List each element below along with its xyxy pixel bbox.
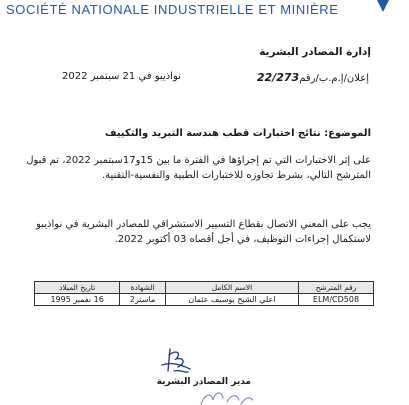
column-header-birth-date: تاريخ الميلاد: [35, 282, 120, 294]
column-header-degree: الشهادة: [120, 282, 166, 294]
company-name: SOCIÉTÉ NATIONALE INDUSTRIELLE ET MINIÈRE: [6, 2, 339, 17]
body-paragraph-1-line-2: المترشح التالي، بشرط تجاوزه للاختبارات الطبية والنفسية-التقنية.: [101, 170, 371, 181]
candidates-table: [34, 281, 374, 306]
body-paragraph-2-line-1: يجب على المعني الاتصال بقطاع التسيير الاستشرافي للمصادر البشرية في نواذيبو: [36, 219, 371, 230]
letter-subject: الموضوع: نتائج اختبارات قطب هندسة التبريد والتكييف: [104, 128, 371, 139]
handwritten-signature: [150, 345, 200, 377]
letter-date: نواذيبو في 21 سبتمبر 2022: [62, 71, 181, 82]
department-name: إدارة المصادر البشرية: [259, 46, 371, 58]
cell-full-name: اعلي الشيخ يوسيف عثمان: [165, 294, 298, 306]
signatory-title: مدير المصادر البشرية: [156, 377, 251, 387]
reference-prefix: إعلان/إ.م.ب/رقم: [299, 73, 369, 84]
snim-logo-icon: [375, 0, 391, 16]
body-paragraph-2-line-2: لاستكمال إجراءات التوظيف، في أجل أقصاه 03 أكتوبر 2022.: [114, 234, 371, 245]
body-paragraph-1-line-1: على إثر الاختبارات التي تم إجراؤها في الفترة ما بين 15و17سبتمبر 2022، تم قبول: [26, 155, 371, 166]
official-stamp: [195, 388, 255, 405]
column-header-full-name: الاسم الكامل: [165, 282, 298, 294]
column-header-candidate-id: رقم المترشح: [298, 282, 373, 294]
reference-number: 22/273: [256, 71, 300, 84]
table-row: [35, 294, 374, 306]
cell-candidate-id: ELM/CD508: [298, 294, 373, 306]
cell-degree: ماستر2: [120, 294, 166, 306]
cell-birth-date: 16 نفمبر 1995: [35, 294, 120, 306]
reference-line: [257, 71, 369, 84]
table-header-row: [35, 282, 374, 294]
